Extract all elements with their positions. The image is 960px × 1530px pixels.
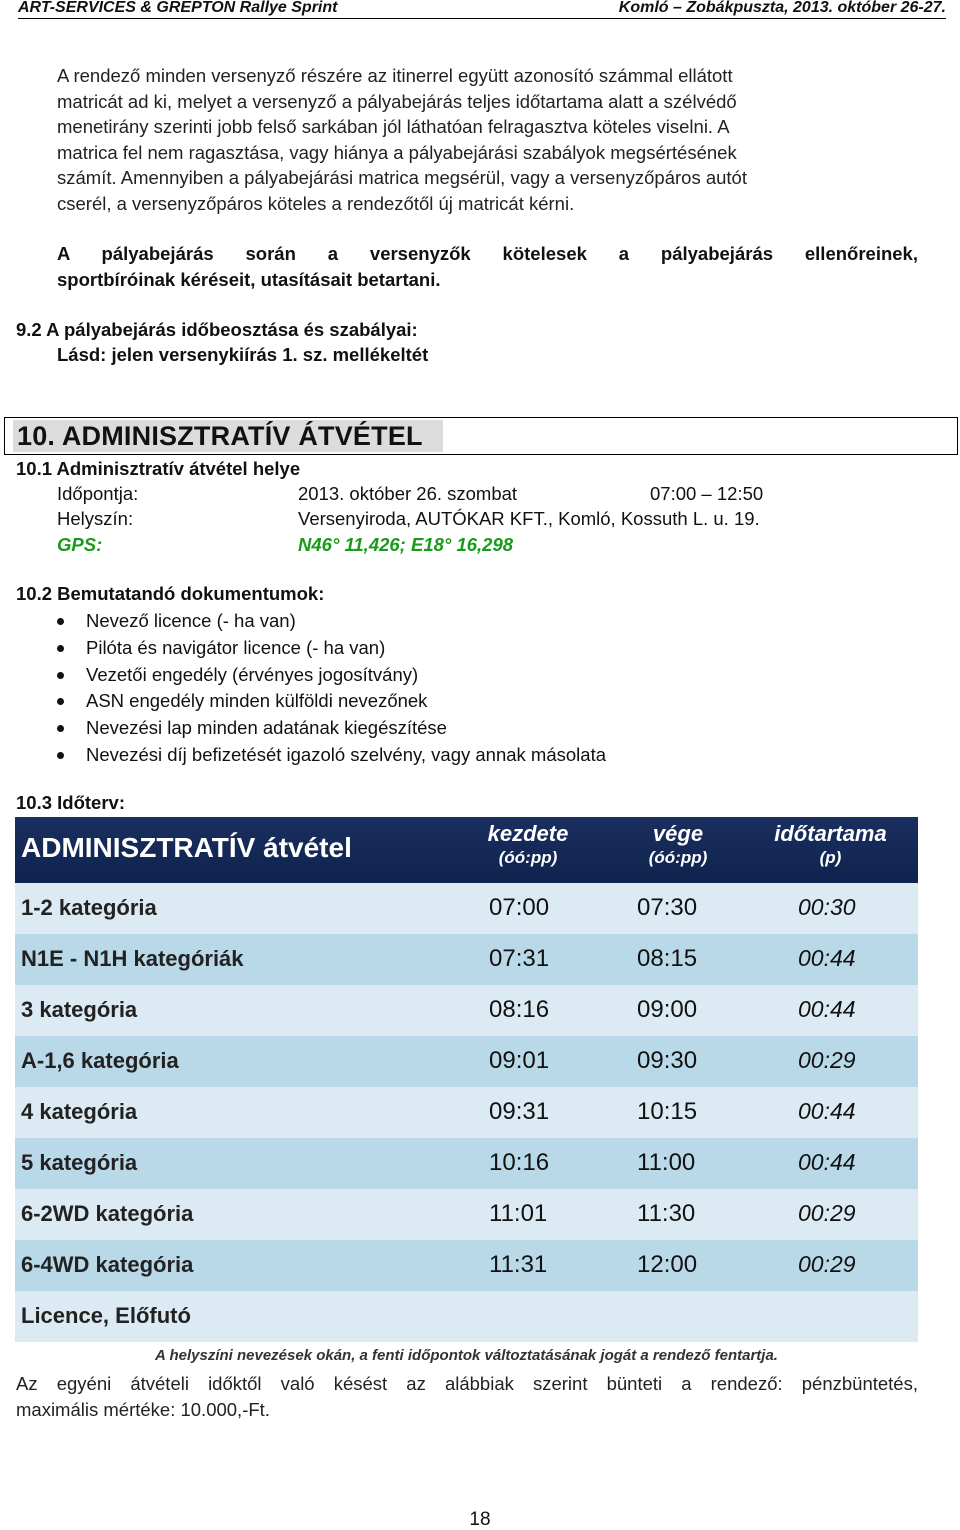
row-end: 07:30: [637, 894, 698, 921]
gps-value: N46° 11,426; E18° 16,298: [298, 534, 514, 555]
list-item-text: Nevezési díj befizetését igazoló szelvény, vagy annak másolata: [86, 743, 606, 765]
para2-line: sportbíróinak kéréseit, utasításait betartani.: [57, 268, 441, 290]
col-duration-unit: (p): [819, 848, 842, 867]
col-duration-header: [753, 821, 908, 869]
row-category: A-1,6 kategória: [21, 1048, 179, 1073]
table-row: [15, 1189, 918, 1240]
col-end-header: [603, 821, 753, 869]
schedule-title: ADMINISZTRATÍV átvétel: [21, 832, 352, 863]
list-item: [57, 688, 606, 715]
para2-line: A pályabejárás során a versenyzők kötelesek a pályabejárás ellenőreinek,: [57, 243, 918, 264]
row-duration: 00:44: [798, 1098, 856, 1124]
row-duration: 00:44: [798, 1149, 856, 1175]
header-right: Komló – Zobákpuszta, 2013. október 26-27.: [618, 0, 946, 16]
row-end: 10:15: [637, 1098, 698, 1125]
col-end-label: vége: [652, 821, 704, 846]
section-10-3-title: 10.3 Időterv:: [16, 792, 125, 813]
documents-list: [57, 608, 606, 769]
bullet-icon: [57, 725, 64, 732]
section-10-2-title: 10.2 Bemutatandó dokumentumok:: [16, 583, 325, 604]
bullet-icon: [57, 618, 64, 625]
header-rule: [18, 18, 946, 19]
row-start: 07:00: [489, 894, 550, 921]
header-left: ART-SERVICES & GREPTON Rallye Sprint: [18, 0, 338, 16]
bullet-icon: [57, 698, 64, 705]
time-value: 2013. október 26. szombat: [298, 483, 518, 504]
place-label: Helyszín:: [57, 508, 134, 529]
para1-line: cserél, a versenyzőpáros köteles a rendezőtől új matricát kérni.: [57, 192, 575, 214]
row-duration: 00:29: [798, 1047, 856, 1073]
col-start-label: kezdete: [487, 821, 569, 846]
table-row: [15, 1240, 918, 1291]
row-end: 09:00: [637, 996, 698, 1023]
row-start: 11:01: [489, 1200, 548, 1227]
row-duration: 00:29: [798, 1200, 856, 1226]
list-item-text: Vezetői engedély (érvényes jogosítvány): [86, 663, 419, 685]
row-start: 09:31: [489, 1098, 550, 1125]
col-start-header: [453, 821, 603, 869]
penalty-line: Az egyéni átvételi időktől való késést az alábbiak szerint bünteti a rendező: pénzbüntetés,: [16, 1373, 918, 1394]
para1-line: menetirány szerinti jobb felső sarkában jól láthatóan felragasztva köteles viselni. A: [57, 116, 730, 137]
row-start: 08:16: [489, 996, 550, 1023]
list-item: [57, 742, 606, 769]
schedule-note: A helyszíni nevezések okán, a fenti időpontok változtatásának jogát a rendező fentartja.: [155, 1347, 778, 1364]
para1-line: matrica fel nem ragasztása, vagy hiánya a pályabejárási szabályok megsértésének: [57, 141, 737, 163]
row-end: 12:00: [637, 1251, 698, 1278]
place-value: Versenyiroda, AUTÓKAR KFT., Komló, Kossuth L. u. 19.: [298, 508, 760, 529]
section-10-1-title: 10.1 Adminisztratív átvétel helye: [16, 458, 301, 479]
row-category: 6-2WD kategória: [21, 1201, 194, 1226]
row-duration: 00:44: [798, 996, 856, 1022]
row-category: 4 kategória: [21, 1099, 138, 1124]
row-category: 5 kategória: [21, 1150, 138, 1175]
row-category: N1E - N1H kategóriák: [21, 946, 244, 971]
list-item-text: Pilóta és navigátor licence (- ha van): [86, 636, 386, 658]
bullet-icon: [57, 752, 64, 759]
list-item: [57, 608, 606, 635]
row-end: 08:15: [637, 945, 698, 972]
row-start: 07:31: [489, 945, 550, 972]
penalty-line: maximális mértéke: 10.000,-Ft.: [16, 1398, 270, 1420]
table-row: [15, 1087, 918, 1138]
list-item-text: ASN engedély minden külföldi nevezőnek: [86, 690, 428, 712]
para1-line: matricát ad ki, melyet a versenyző a pályabejárás teljes időtartama alatt a szélvédő: [57, 90, 737, 112]
row-category: 3 kategória: [21, 997, 138, 1022]
para1-line: számít. Amennyiben a pályabejárási matrica megsérül, vagy a versenyzőpáros autót: [57, 167, 747, 188]
paragraph-matrica: [57, 63, 918, 216]
schedule-header: [15, 817, 918, 883]
row-category: Licence, Előfutó: [21, 1303, 191, 1328]
table-row: [15, 1036, 918, 1087]
list-item: [57, 635, 606, 662]
row-start: 11:31: [489, 1251, 548, 1278]
section-9-2-title: 9.2 A pályabejárás időbeosztása és szabályai:: [16, 319, 418, 340]
col-end-unit: (óó:pp): [648, 848, 708, 867]
section-10-heading: [4, 417, 958, 455]
time-label: Időpontja:: [57, 483, 139, 504]
table-row: [15, 883, 918, 934]
table-row: [15, 985, 918, 1036]
gps-label: GPS:: [57, 534, 103, 555]
section-10-title: 10. ADMINISZTRATÍV ÁTVÉTEL: [17, 421, 423, 451]
list-item-text: Nevező licence (- ha van): [86, 610, 296, 631]
page-header: [18, 0, 946, 17]
list-item-text: Nevezési lap minden adatának kiegészítése: [86, 717, 447, 739]
row-end: 11:30: [637, 1200, 696, 1227]
row-end: 11:00: [637, 1149, 696, 1176]
section-9-2-line: Lásd: jelen versenykiírás 1. sz. mellékeltét: [57, 344, 429, 365]
row-start: 10:16: [489, 1149, 550, 1176]
table-row: [15, 1138, 918, 1189]
row-start: 09:01: [489, 1047, 550, 1074]
row-duration: 00:29: [798, 1251, 856, 1277]
paragraph-penalty: [16, 1371, 918, 1422]
para1-line: A rendező minden versenyző részére az itinerrel együtt azonosító számmal ellátott: [57, 65, 733, 86]
table-row: [15, 934, 918, 985]
bullet-icon: [57, 672, 64, 679]
row-duration: 00:44: [798, 945, 856, 971]
row-duration: 00:30: [798, 894, 856, 920]
table-row: [15, 1291, 918, 1342]
list-item: [57, 715, 606, 742]
page-number: 18: [469, 1509, 491, 1530]
schedule-table: [15, 817, 918, 1371]
row-end: 09:30: [637, 1047, 698, 1074]
col-duration-label: időtartama: [774, 821, 887, 846]
paragraph-kotelesek: [57, 241, 918, 292]
time-range: 07:00 – 12:50: [650, 483, 764, 504]
col-start-unit: (óó:pp): [498, 848, 558, 867]
row-category: 1-2 kategória: [21, 895, 157, 920]
list-item: [57, 662, 606, 689]
row-category: 6-4WD kategória: [21, 1252, 194, 1277]
bullet-icon: [57, 645, 64, 652]
